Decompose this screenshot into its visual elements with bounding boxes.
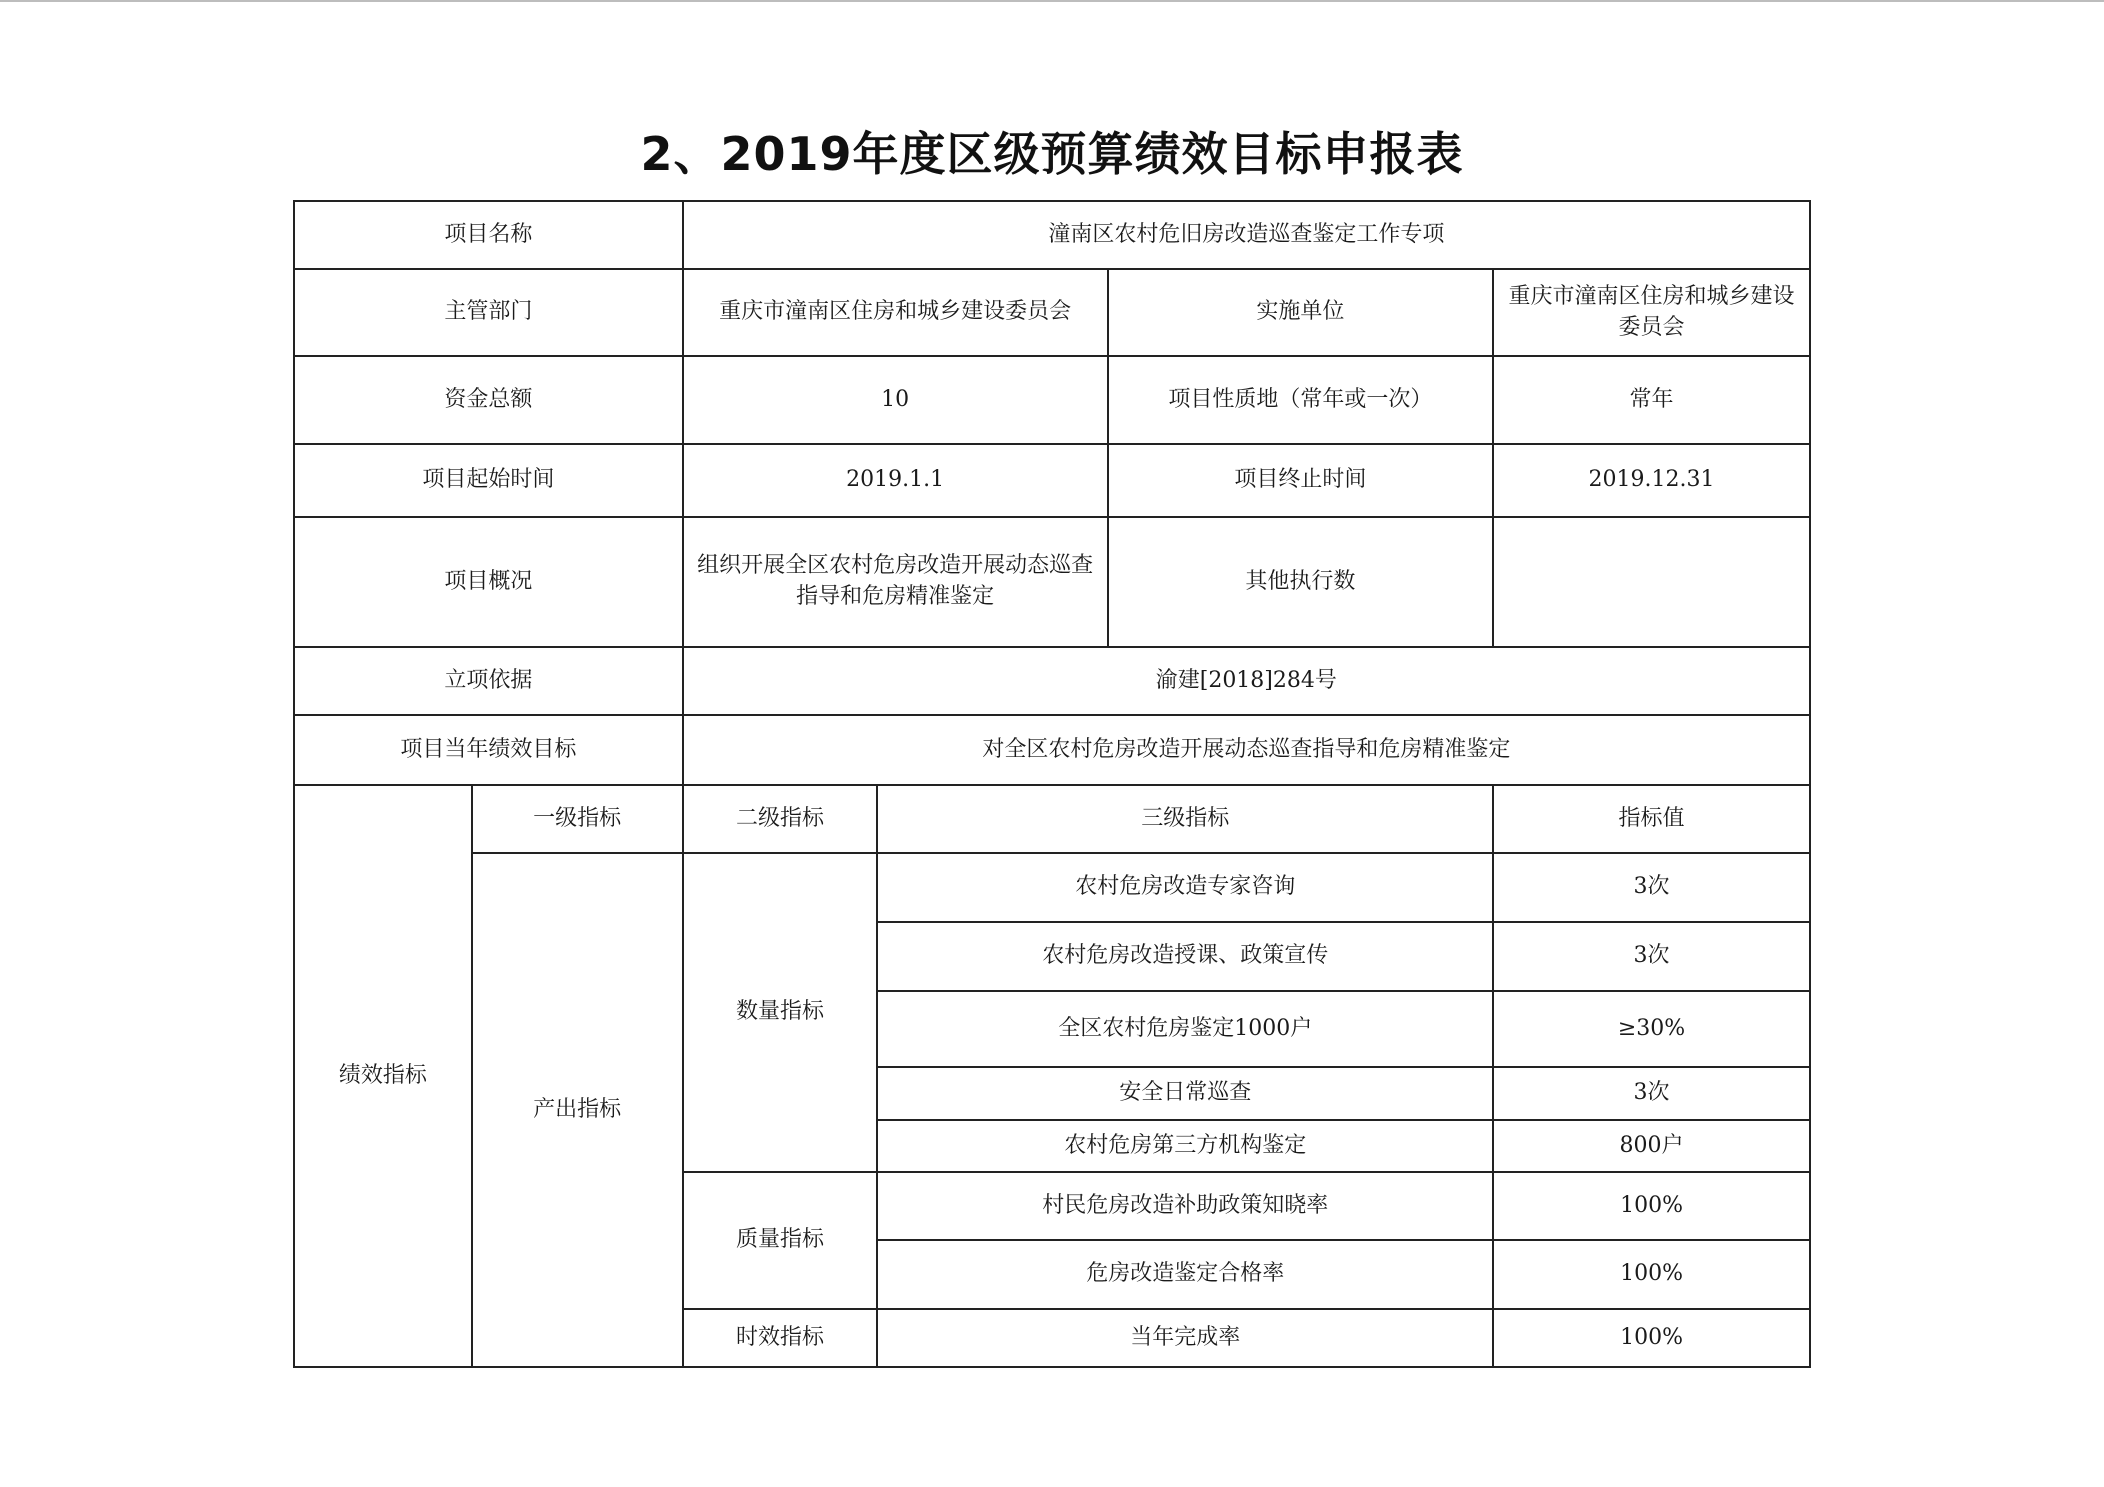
dept-label: 主管部门 xyxy=(294,269,683,356)
indicator-name: 农村危房改造授课、政策宣传 xyxy=(877,922,1493,991)
impl-unit-value: 重庆市潼南区住房和城乡建设委员会 xyxy=(1493,269,1810,356)
indicator-value: 800户 xyxy=(1493,1120,1810,1172)
row-time xyxy=(294,444,1810,517)
row-funds xyxy=(294,356,1810,444)
indicator-value: ≥30% xyxy=(1493,991,1810,1067)
indicator-row xyxy=(294,853,1810,922)
group-timeliness: 时效指标 xyxy=(683,1309,878,1367)
row-goal xyxy=(294,715,1810,785)
indicator-value: 3次 xyxy=(1493,853,1810,922)
nature-value: 常年 xyxy=(1493,356,1810,444)
group-quantity: 数量指标 xyxy=(683,853,878,1172)
end-time-value: 2019.12.31 xyxy=(1493,444,1810,517)
row-project-name xyxy=(294,201,1810,269)
row-indicator-headers xyxy=(294,785,1810,853)
goal-label: 项目当年绩效目标 xyxy=(294,715,683,785)
header-level1: 一级指标 xyxy=(472,785,683,853)
goal-value: 对全区农村危房改造开展动态巡查指导和危房精准鉴定 xyxy=(683,715,1810,785)
funds-value: 10 xyxy=(683,356,1108,444)
indicator-name: 安全日常巡查 xyxy=(877,1067,1493,1120)
project-name-value: 潼南区农村危旧房改造巡查鉴定工作专项 xyxy=(683,201,1810,269)
nature-label: 项目性质地（常年或一次） xyxy=(1108,356,1493,444)
page-title: 2、2019年度区级预算绩效目标申报表 xyxy=(640,127,1464,181)
indicator-name: 当年完成率 xyxy=(877,1309,1493,1367)
header-level3: 三级指标 xyxy=(877,785,1493,853)
project-name-label: 项目名称 xyxy=(294,201,683,269)
performance-target-table xyxy=(293,200,1811,1368)
impl-unit-label: 实施单位 xyxy=(1108,269,1493,356)
indicator-name: 农村危房第三方机构鉴定 xyxy=(877,1120,1493,1172)
top-border-rule xyxy=(0,0,2104,2)
basis-value: 渝建[2018]284号 xyxy=(683,647,1810,715)
indicator-name: 农村危房改造专家咨询 xyxy=(877,853,1493,922)
indicator-value: 100% xyxy=(1493,1240,1810,1309)
other-exec-value xyxy=(1493,517,1810,647)
indicator-name: 村民危房改造补助政策知晓率 xyxy=(877,1172,1493,1240)
group-quality: 质量指标 xyxy=(683,1172,878,1309)
row-basis xyxy=(294,647,1810,715)
indicator-name: 危房改造鉴定合格率 xyxy=(877,1240,1493,1309)
overview-label: 项目概况 xyxy=(294,517,683,647)
indicators-label: 绩效指标 xyxy=(294,785,472,1367)
row-overview xyxy=(294,517,1810,647)
basis-label: 立项依据 xyxy=(294,647,683,715)
end-time-label: 项目终止时间 xyxy=(1108,444,1493,517)
row-department xyxy=(294,269,1810,356)
indicator-value: 3次 xyxy=(1493,1067,1810,1120)
overview-value: 组织开展全区农村危房改造开展动态巡查指导和危房精准鉴定 xyxy=(683,517,1108,647)
indicator-value: 100% xyxy=(1493,1309,1810,1367)
start-time-label: 项目起始时间 xyxy=(294,444,683,517)
indicator-value: 100% xyxy=(1493,1172,1810,1240)
dept-value: 重庆市潼南区住房和城乡建设委员会 xyxy=(683,269,1108,356)
header-value: 指标值 xyxy=(1493,785,1810,853)
funds-label: 资金总额 xyxy=(294,356,683,444)
header-level2: 二级指标 xyxy=(683,785,878,853)
indicator-value: 3次 xyxy=(1493,922,1810,991)
other-exec-label: 其他执行数 xyxy=(1108,517,1493,647)
level1-output: 产出指标 xyxy=(472,853,683,1367)
indicator-name: 全区农村危房鉴定1000户 xyxy=(877,991,1493,1067)
start-time-value: 2019.1.1 xyxy=(683,444,1108,517)
